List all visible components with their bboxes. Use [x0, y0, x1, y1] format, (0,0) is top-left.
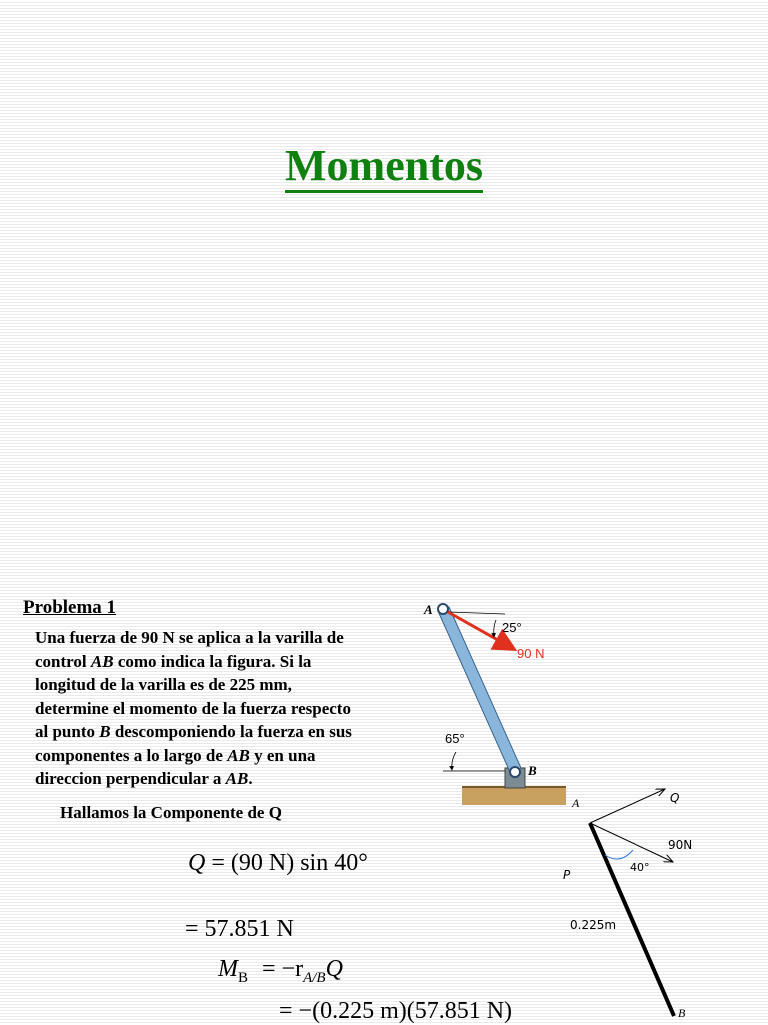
ground-block: [462, 787, 566, 805]
sketch-label-a: A: [572, 796, 580, 810]
point-name: AB: [227, 745, 250, 765]
label-a: A: [424, 602, 433, 617]
problem-text-segment: Una fuerza de 90 N se aplica a la varilla de: [35, 628, 344, 647]
moment-equals: = −r: [262, 956, 304, 982]
angle-arc-top: [494, 620, 496, 637]
problem-text-segment: .: [248, 769, 253, 788]
equation-moment-value: = −(0.225 m)(57.851 N): [279, 998, 513, 1024]
problem-text-segment: descomponiendo la fuerza en sus: [110, 722, 352, 741]
pin-a: [438, 604, 448, 614]
problem-text-segment: al punto: [35, 722, 100, 741]
problem-text-segment: direccion perpendicular a: [35, 769, 226, 788]
sketch-label-angle: 40°: [630, 861, 650, 874]
page-title: Momentos: [0, 140, 768, 191]
point-name: AB: [90, 651, 114, 671]
point-name: AB: [225, 769, 249, 788]
angle-arc-40: [605, 850, 633, 859]
sketch-figure: [590, 789, 674, 1016]
problem-heading: Problema 1: [23, 597, 117, 618]
label-force: 90 N: [517, 646, 545, 661]
reference-line-top: [448, 612, 505, 614]
problem-text-segment: longitud de la varilla es de 225 mm,: [35, 675, 292, 694]
q-vector: [590, 789, 665, 823]
sketch-label-force: 90N: [668, 838, 693, 852]
equation-q-lhs: Q: [188, 850, 206, 876]
label-b: B: [528, 763, 537, 778]
sketch-label-length: 0.225m: [570, 918, 617, 932]
step-label: Hallamos la Componente de Q: [60, 803, 282, 822]
label-angle-top: 25°: [502, 620, 522, 635]
sketch-label-b: B: [678, 1006, 686, 1020]
point-name: B: [99, 722, 111, 741]
problem-text-segment: y en una: [249, 745, 316, 765]
problem-text-segment: componentes a lo largo de: [35, 745, 228, 765]
label-angle-bottom: 65°: [445, 731, 465, 746]
moment-symbol: M: [218, 956, 238, 982]
problem-text-segment: determine el momento de la fuerza respecto: [35, 698, 351, 718]
r-subscript: A/B: [303, 970, 326, 986]
problem-text-segment: control: [35, 651, 91, 671]
moment-q: Q: [325, 956, 343, 982]
sketch-label-q: Q: [670, 791, 680, 805]
equation-q-result: = 57.851 N: [185, 916, 294, 942]
pin-b: [510, 767, 520, 777]
problem-text-segment: como indica la figura. Si la: [113, 651, 312, 671]
angle-arc-bottom: [452, 752, 456, 770]
sketch-label-p: P: [563, 868, 571, 882]
equation-q-rhs: = (90 N) sin 40°: [211, 850, 368, 876]
moment-subscript: B: [238, 970, 249, 986]
